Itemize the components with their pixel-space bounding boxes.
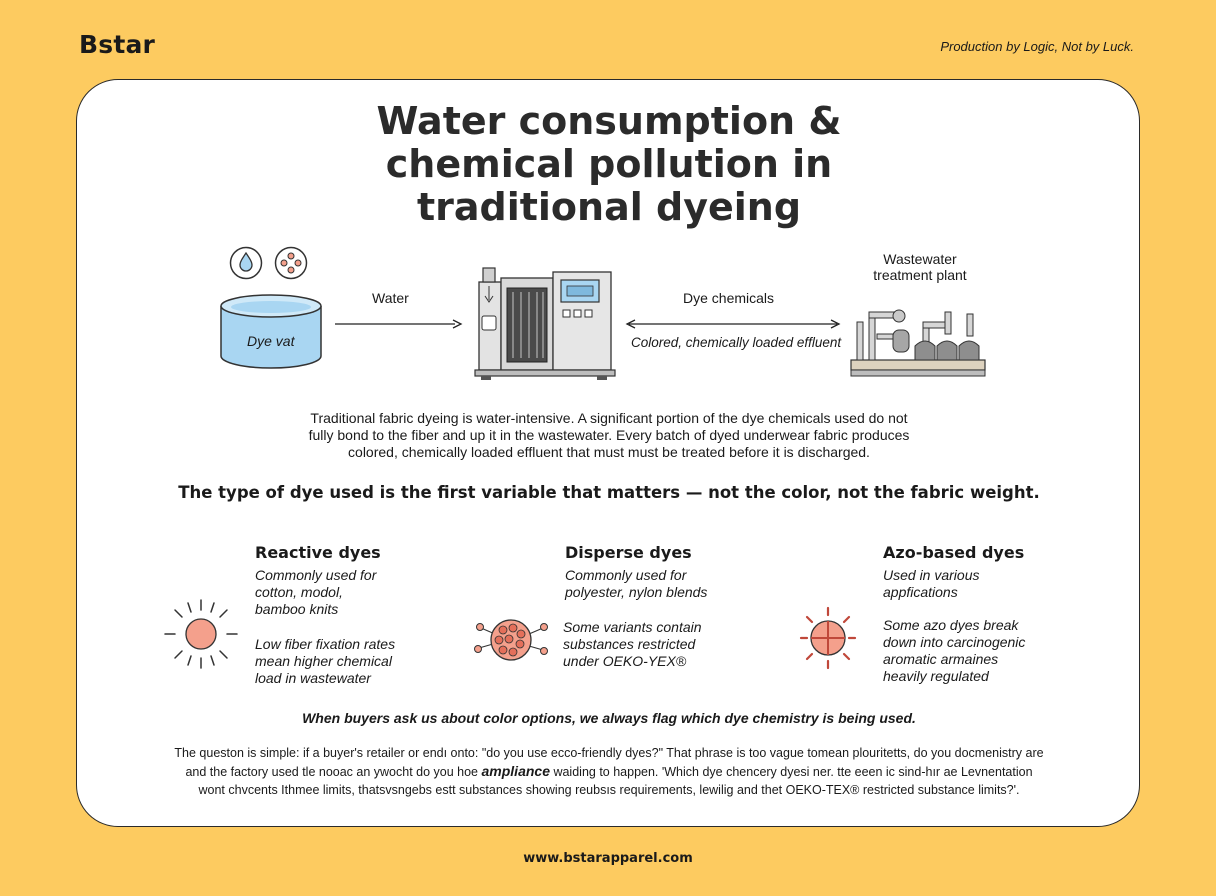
description-line-2: fully bond to the fiber and up it in the wastewater. Every batch of dyed underwear fabric produces [308,427,910,443]
dye-use-line: polyester, nylon blends [565,584,708,600]
dye-use-azo [883,567,980,601]
dye-note-line: substances restricted [563,636,696,652]
key-statement: The type of dye used is the first variable that matters — not the color, not the fabric weight. [178,483,1040,502]
question-paragraph [77,744,1141,799]
dye-note-line: mean higher chemical [255,653,392,669]
description-line-3: colored, chemically loaded effluent that must must be treated before it is discharged. [348,444,870,460]
dye-note-reactive [255,636,395,687]
dye-name-azo: Azo-based dyes [883,543,1025,562]
description-line-1: Traditional fabric dyeing is water-intensive. A significant portion of the dye chemicals used do not [310,410,908,426]
plant-label [853,251,987,283]
plant-label-line-1: Wastewater [883,251,957,267]
dye-use-line: bamboo knits [255,601,339,617]
question-line-3: wont chvcents Ithmee limits, thatsvsngebs estt substances showing reubsıs requirements, lewilig and thet OEKO-TEX® restricted substance limits?'. [198,783,1020,797]
plant-label-line-2: treatment plant [873,267,967,283]
dye-note-line: down into carcinogenic [883,634,1026,650]
dye-vat-label: Dye vat [247,333,295,349]
effluent-label: Colored, chemically loaded effluent [631,335,842,350]
main-card [76,79,1140,827]
question-line-1: The queston is simple: if a buyer's retailer or endı onto: "do you use ecco-friendly dyes?" That phrase is too vague tomean plouritetts, do you docmenistry are [174,746,1044,760]
question-highlight: ampliance [481,763,550,779]
molecule-icon [473,614,549,666]
dye-use-disperse [565,567,707,601]
dye-use-line: Commonly used for [565,567,687,583]
water-drop-icon [229,246,263,280]
dye-note-line: heavily regulated [883,668,989,684]
brand-logo: Bstar [79,30,156,59]
question-line-2-end: waiding to happen. 'Which dye chencery dyesi ner. tte eeen ic sind-hır ae Levnentation [549,765,1033,779]
description [77,410,1141,461]
hazard-burst-icon [799,606,857,670]
dye-use-reactive [255,567,376,618]
tagline: Production by Logic, Not by Luck. [940,39,1134,54]
dye-note-line: Some variants contain [563,619,702,635]
water-label: Water [372,290,409,306]
dye-name-reactive: Reactive dyes [255,543,381,562]
question-line-2-start: and the factory used tle nooac an ywocht do you hoe [185,765,482,779]
dye-vat-icon [219,292,323,372]
question-line-2 [77,762,1141,781]
dyeing-machine-icon [473,266,617,380]
effluent-arrow [625,316,841,332]
footer-url: www.bstarapparel.com [523,851,693,866]
dye-use-line: cotton, modol, [255,584,343,600]
page-title [77,100,1141,229]
dye-name-disperse: Disperse dyes [565,543,692,562]
dye-use-line: Used in various [883,567,980,583]
title-line-3: traditional dyeing [416,185,802,229]
dye-note-line: Some azo dyes break [883,617,1019,633]
title-line-1: Water consumption & [376,99,842,143]
treatment-plant-icon [849,304,987,380]
dye-note-disperse [563,619,702,670]
dye-chemicals-label: Dye chemicals [683,290,775,306]
dye-use-line: appfications [883,584,958,600]
dye-note-azo [883,617,1025,685]
dye-note-line: under OEKO-YEX® [563,653,687,669]
sun-icon [161,596,241,672]
dye-note-line: load in wastewater [255,670,371,686]
dye-use-line: Commonly used for [255,567,377,583]
dye-note-line: aromatic armaines [883,651,999,667]
buyers-note: When buyers ask us about color options, we always flag which dye chemistry is being used. [302,710,916,726]
chemical-dots-icon [274,246,308,280]
water-arrow [333,316,463,332]
dye-note-line: Low fiber fixation rates [255,636,396,652]
title-line-2: chemical pollution in [385,142,833,186]
